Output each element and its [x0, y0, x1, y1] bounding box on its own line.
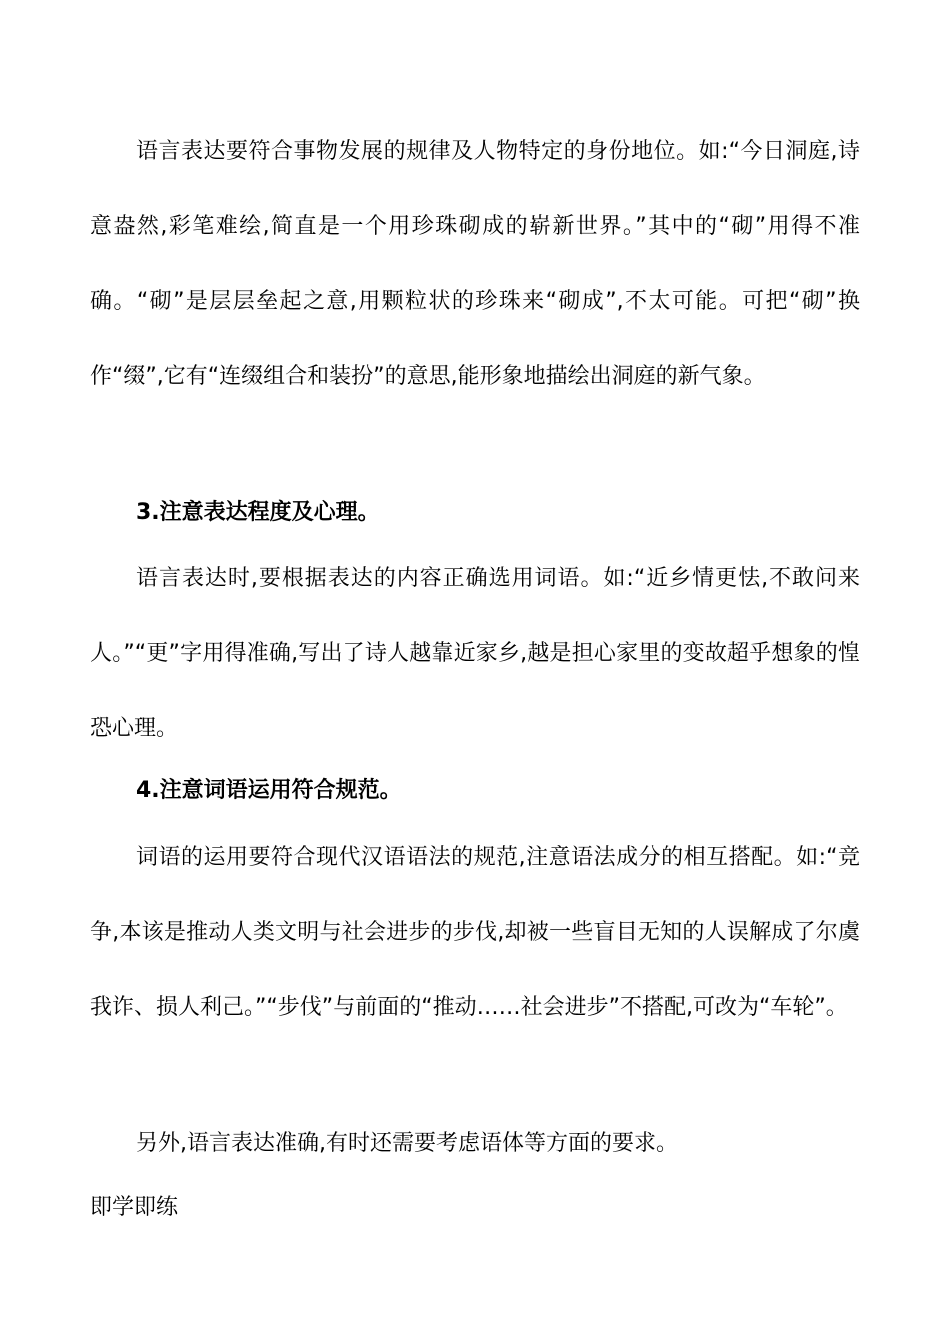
heading-word-usage-norms: 4.注意词语运用符合规范。 — [136, 778, 402, 803]
heading-degree-and-psychology: 3.注意表达程度及心理。 — [136, 500, 380, 525]
paragraph-identity-example: 语言表达要符合事物发展的规律及人物特定的身份地位。如:“今日洞庭,诗意盎然,彩笔难绘,简直是一个用珍珠砌成的崭新世界。”其中的“砌”用得不准确。“砌”是层层垒起之意,用颗粒状的珍珠来“砌成”,不太可能。可把“砌”换作“缀”,它有“连缀组合和装扮”的意思,能形象地描绘出洞庭的新气象。 — [90, 139, 860, 389]
paragraph-style-note: 另外,语言表达准确,有时还需要考虑语体等方面的要求。 — [136, 1131, 678, 1156]
section-label-practice: 即学即练 — [90, 1195, 179, 1220]
paragraph-word-choice-example: 语言表达时,要根据表达的内容正确选用词语。如:“近乡情更怯,不敢问来人。”“更”字用得准确,写出了诗人越靠近家乡,越是担心家里的变故超乎想象的惶恐心理。 — [90, 566, 860, 741]
paragraph-grammar-example: 词语的运用要符合现代汉语语法的规范,注意语法成分的相互搭配。如:“竞争,本该是推动人类文明与社会进步的步伐,却被一些盲目无知的人误解成了尔虞我诈、损人利己。”“步伐”与前面的“推动……社会进步”不搭配,可改为“车轮”。 — [90, 845, 860, 1020]
